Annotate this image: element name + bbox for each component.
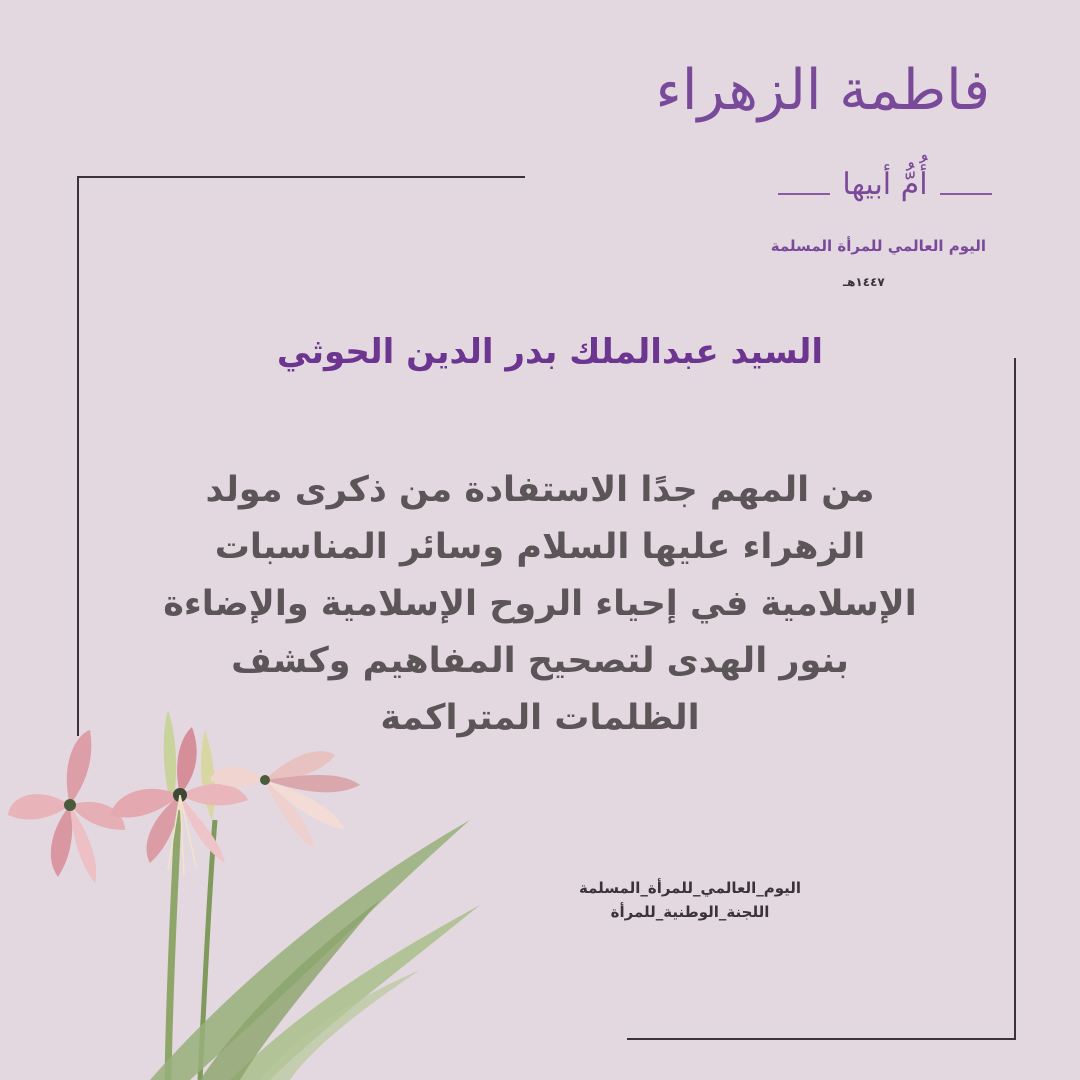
frame-line-right — [1014, 358, 1016, 1040]
quote-line: الزهراء عليها السلام وسائر المناسبات — [214, 527, 866, 567]
logo-subtitle: أُمُّ أبيها — [842, 167, 928, 202]
frame-line-bottom — [627, 1038, 1016, 1040]
pink-lily-illustration-icon — [0, 700, 500, 1080]
quote-line: من المهم جدًا الاستفادة من ذكرى مولد — [205, 470, 875, 510]
logo-year: ١٤٤٧هـ — [843, 275, 885, 289]
quote-line: بنور الهدى لتصحيح المفاهيم وكشف — [231, 641, 849, 681]
hashtag: اللجنة_الوطنية_للمرأة — [610, 903, 770, 921]
frame-line-top — [77, 176, 525, 178]
logo-title: فاطمة الزهراء — [655, 58, 990, 123]
hashtags — [560, 876, 820, 924]
quote-line: الإسلامية في إحياء الروح الإسلامية والإضاءة — [163, 584, 917, 624]
event-logo — [655, 55, 1000, 305]
speaker-name: السيد عبدالملك بدر الدين الحوثي — [276, 332, 824, 372]
logo-subtitle-block — [770, 167, 1000, 207]
frame-line-left — [77, 176, 79, 736]
quote-line: الظلمات المتراكمة — [380, 698, 700, 738]
hashtag: اليوم_العالمي_للمرأة_المسلمة — [578, 879, 802, 897]
logo-event-name: اليوم العالمي للمرأة المسلمة — [770, 237, 986, 255]
